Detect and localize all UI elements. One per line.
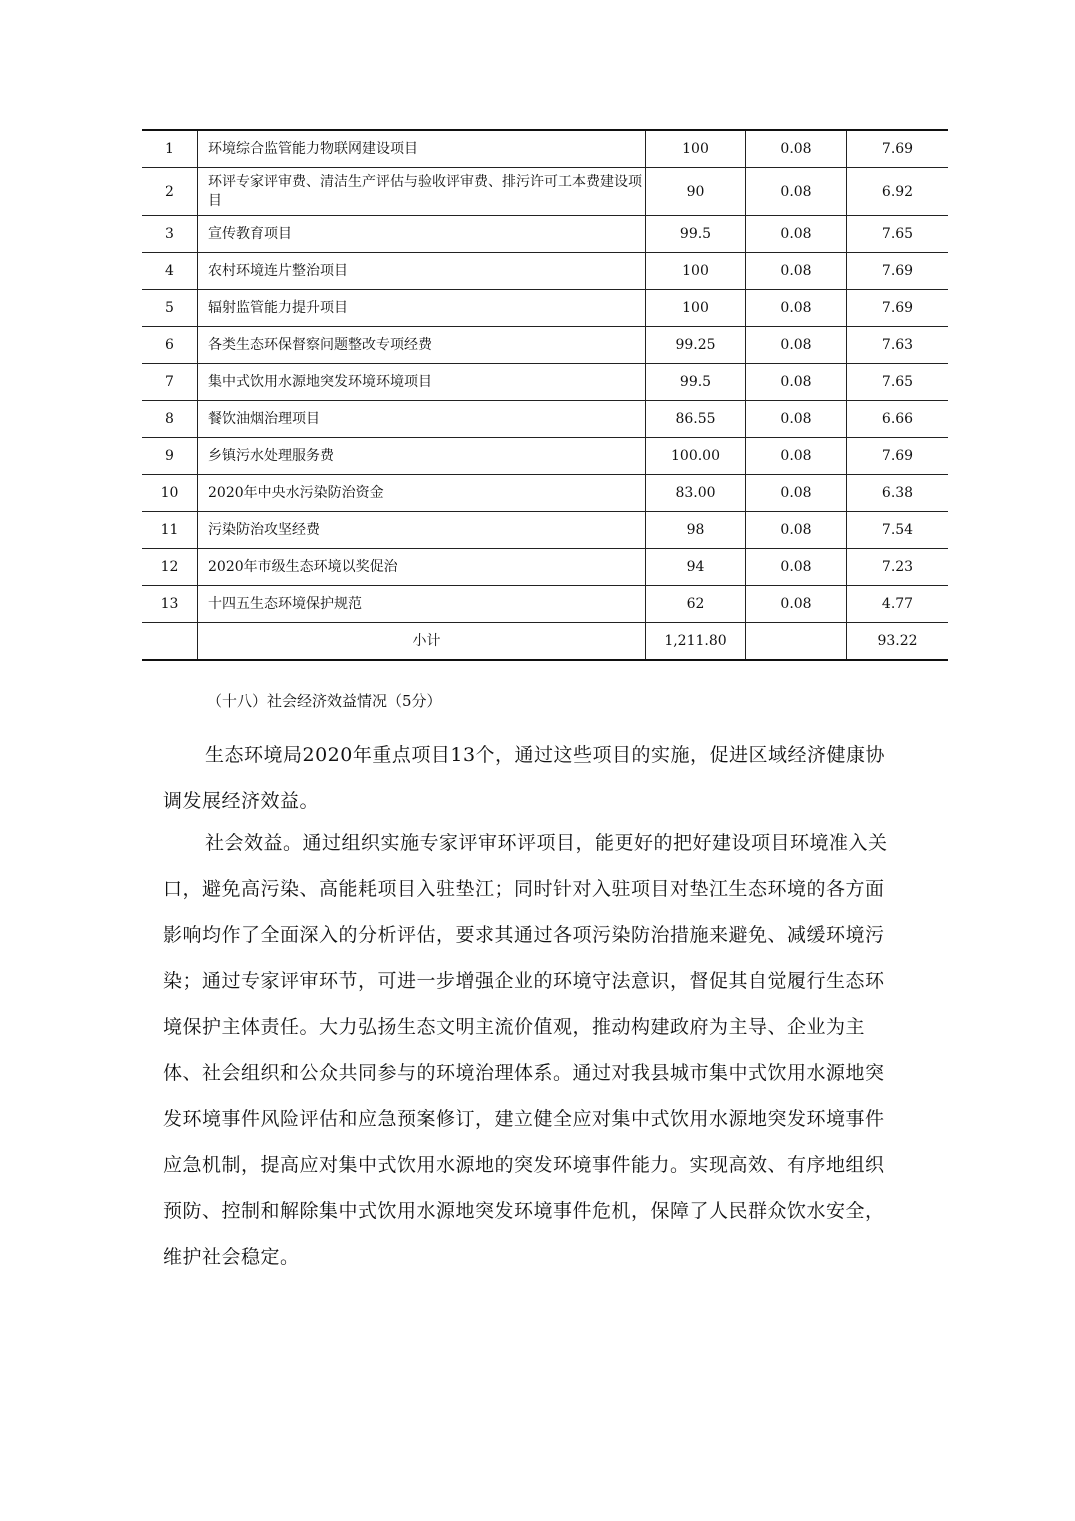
project-result: 6.38 (847, 475, 949, 512)
project-score: 98 (646, 512, 746, 549)
project-name: 2020年市级生态环境以奖促治 (198, 549, 646, 586)
table-row (142, 290, 948, 327)
table-row (142, 586, 948, 623)
project-name: 宣传教育项目 (198, 216, 646, 253)
project-score: 62 (646, 586, 746, 623)
row-number: 4 (142, 253, 198, 290)
table-row (142, 549, 948, 586)
table-row (142, 364, 948, 401)
project-score: 94 (646, 549, 746, 586)
subtotal-score: 1,211.80 (646, 623, 746, 661)
project-weight: 0.08 (746, 364, 847, 401)
project-name: 环境综合监管能力物联网建设项目 (198, 130, 646, 168)
subtotal-empty-cell (142, 623, 198, 661)
row-number: 11 (142, 512, 198, 549)
subtotal-label: 小计 (198, 623, 646, 661)
project-score: 100 (646, 290, 746, 327)
table-row (142, 327, 948, 364)
project-name: 集中式饮用水源地突发环境环境项目 (198, 364, 646, 401)
subtotal-weight (746, 623, 847, 661)
row-number: 7 (142, 364, 198, 401)
project-score: 83.00 (646, 475, 746, 512)
project-score: 90 (646, 168, 746, 216)
project-weight: 0.08 (746, 475, 847, 512)
table-row (142, 401, 948, 438)
row-number: 6 (142, 327, 198, 364)
row-number: 3 (142, 216, 198, 253)
project-name: 辐射监管能力提升项目 (198, 290, 646, 327)
project-result: 4.77 (847, 586, 949, 623)
project-result: 6.92 (847, 168, 949, 216)
project-result: 7.63 (847, 327, 949, 364)
project-score: 99.5 (646, 364, 746, 401)
project-result: 7.65 (847, 216, 949, 253)
project-result: 7.69 (847, 438, 949, 475)
project-weight: 0.08 (746, 327, 847, 364)
row-number: 2 (142, 168, 198, 216)
subtotal-row (142, 623, 948, 661)
row-number: 12 (142, 549, 198, 586)
economic-benefit-paragraph: 生态环境局2020年重点项目13个，通过这些项目的实施，促进区域经济健康协调发展经济效益。 (163, 744, 886, 812)
project-score-table (142, 129, 948, 661)
table-row (142, 512, 948, 549)
project-result: 7.23 (847, 549, 949, 586)
project-result: 6.66 (847, 401, 949, 438)
project-score: 100 (646, 253, 746, 290)
project-name: 2020年中央水污染防治资金 (198, 475, 646, 512)
project-name: 污染防治攻坚经费 (198, 512, 646, 549)
row-number: 8 (142, 401, 198, 438)
project-name: 十四五生态环境保护规范 (198, 586, 646, 623)
project-name: 乡镇污水处理服务费 (198, 438, 646, 475)
row-number: 9 (142, 438, 198, 475)
project-weight: 0.08 (746, 549, 847, 586)
subtotal-result: 93.22 (847, 623, 949, 661)
row-number: 13 (142, 586, 198, 623)
table-row (142, 216, 948, 253)
project-weight: 0.08 (746, 216, 847, 253)
project-score: 100.00 (646, 438, 746, 475)
project-name: 农村环境连片整治项目 (198, 253, 646, 290)
project-weight: 0.08 (746, 438, 847, 475)
project-result: 7.69 (847, 253, 949, 290)
row-number: 10 (142, 475, 198, 512)
project-weight: 0.08 (746, 586, 847, 623)
row-number: 1 (142, 130, 198, 168)
project-result: 7.69 (847, 130, 949, 168)
table-row (142, 438, 948, 475)
project-weight: 0.08 (746, 512, 847, 549)
project-weight: 0.08 (746, 253, 847, 290)
project-score: 86.55 (646, 401, 746, 438)
social-benefit-paragraph: 社会效益。通过组织实施专家评审环评项目，能更好的把好建设项目环境准入关口，避免高污染、高能耗项目入驻垫江；同时针对入驻项目对垫江生态环境的各方面影响均作了全面深入的分析评估，要求其通过各项污染防治措施来避免、减缓环境污染；通过专家评审环节，可进一步增强企业的环境守法意识，督促其自觉履行生态环境保护主体责任。大力弘扬生态文明主流价值观，推动构建政府为主导、企业为主体、社会组织和公众共同参与的环境治理体系。通过对我县城市集中式饮用水源地突发环境事件风险评估和应急预案修订，建立健全应对集中式饮用水源地突发环境事件应急机制，提高应对集中式饮用水源地的突发环境事件能力。实现高效、有序地组织预防、控制和解除集中式饮用水源地突发环境事件危机，保障了人民群众饮水安全，维护社会稳定。 (163, 832, 888, 1268)
table-row (142, 253, 948, 290)
project-result: 7.69 (847, 290, 949, 327)
project-name: 各类生态环保督察问题整改专项经费 (198, 327, 646, 364)
project-score: 100 (646, 130, 746, 168)
project-score: 99.25 (646, 327, 746, 364)
project-score: 99.5 (646, 216, 746, 253)
section-heading: （十八）社会经济效益情况（5分） (207, 692, 442, 710)
project-weight: 0.08 (746, 290, 847, 327)
project-name: 餐饮油烟治理项目 (198, 401, 646, 438)
project-result: 7.54 (847, 512, 949, 549)
project-weight: 0.08 (746, 401, 847, 438)
row-number: 5 (142, 290, 198, 327)
table-row (142, 130, 948, 168)
table-row (142, 475, 948, 512)
table-row (142, 168, 948, 216)
project-weight: 0.08 (746, 130, 847, 168)
project-weight: 0.08 (746, 168, 847, 216)
project-result: 7.65 (847, 364, 949, 401)
project-name: 环评专家评审费、清洁生产评估与验收评审费、排污许可工本费建设项目 (198, 168, 646, 216)
